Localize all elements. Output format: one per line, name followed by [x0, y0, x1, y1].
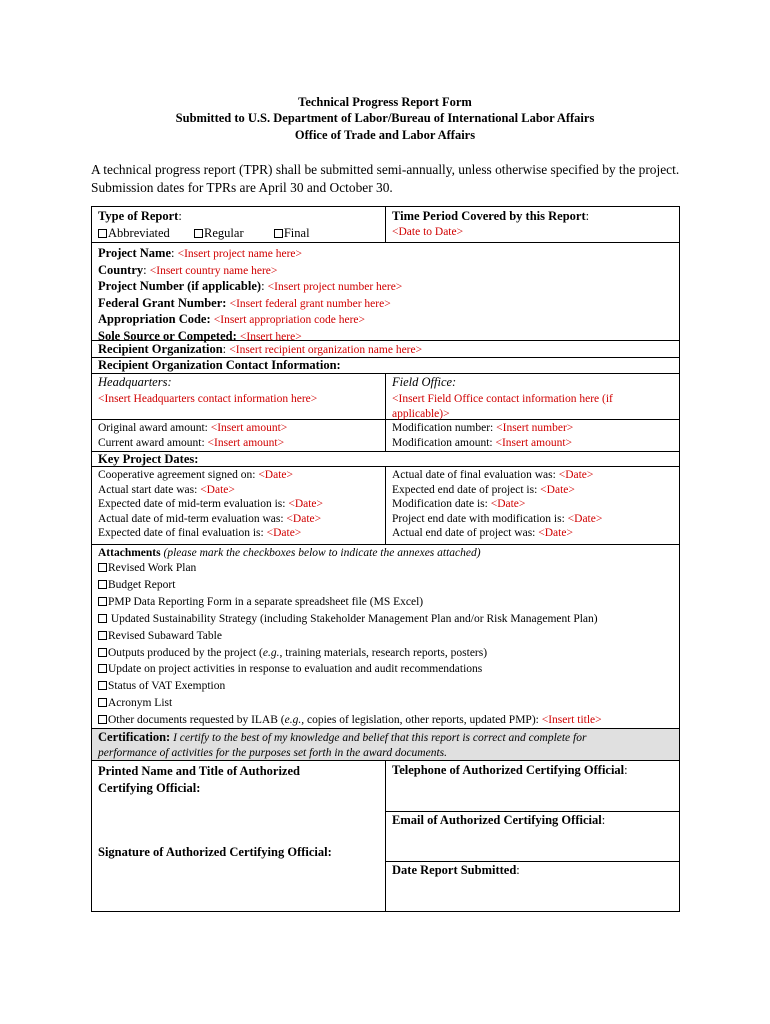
field-office-label: Field Office:	[392, 375, 457, 389]
attachment-item[interactable]: Acronym List	[98, 695, 679, 712]
email-field[interactable]: Email of Authorized Certifying Official:	[386, 811, 679, 862]
project-name-label: Project Name	[98, 246, 171, 260]
mod-amount-label: Modification amount:	[392, 436, 493, 449]
key-dates-heading: Key Project Dates:	[98, 452, 199, 466]
form-subtitle-agency: Submitted to U.S. Department of Labor/Bureau of International Labor Affairs	[175, 111, 595, 125]
mod-number-value[interactable]: <Insert number>	[496, 422, 574, 434]
current-award-value[interactable]: <Insert amount>	[207, 436, 285, 449]
key-date-item: Modification date is: <Date>	[392, 498, 526, 511]
attachment-item[interactable]: Budget Report	[98, 577, 679, 594]
checkbox-icon[interactable]	[98, 698, 107, 707]
attachment-item[interactable]: Updated Sustainability Strategy (including Stakeholder Management Plan and/or Risk Management Plan)	[98, 611, 679, 628]
project-info-row: Project Name: <Insert project name here> Country: <Insert country name here> Project Number (if applicable): <Insert project number here> Federal Grant Number: <Insert federal grant number here> Appropriation Code: <Insert appropriation code here> Sole Source or Competed: <Insert here>	[92, 243, 679, 341]
attachments-list	[98, 560, 679, 729]
appropriation-code-label: Appropriation Code:	[98, 312, 211, 327]
printed-name-label: Printed Name and Title of Authorized Certifying Official:	[98, 764, 300, 795]
date-value[interactable]: <Date>	[490, 498, 526, 511]
project-number-label: Project Number (if applicable)	[98, 279, 262, 294]
signature-row	[92, 761, 679, 911]
key-date-item: Actual end date of project was: <Date>	[392, 527, 573, 540]
recipient-org-value[interactable]: <Insert recipient organization name here>	[229, 344, 423, 356]
date-value[interactable]: <Date>	[258, 469, 293, 481]
award-row	[92, 420, 679, 452]
appropriation-code-value[interactable]: <Insert appropriation code here>	[213, 314, 365, 327]
project-number-value[interactable]: <Insert project number here>	[267, 281, 403, 294]
current-award-label: Current award amount:	[98, 436, 205, 449]
attachment-item[interactable]: Status of VAT Exemption	[98, 678, 679, 695]
attachment-item-other[interactable]: Other documents requested by ILAB (e.g., copies of legislation, other reports, updated PMP): <Insert title>	[98, 712, 679, 729]
other-documents-title[interactable]: <Insert title>	[541, 714, 602, 727]
intro-paragraph: A technical progress report (TPR) shall be submitted semi-annually, unless otherwise specified by the project. Submission dates for TPRs are April 30 and October 30.	[91, 162, 680, 195]
certification-text: I certify to the best of my knowledge and belief that this report is correct and complete for	[170, 732, 587, 744]
country-value[interactable]: <Insert country name here>	[149, 264, 278, 277]
headquarters-label: Headquarters:	[98, 375, 172, 389]
contact-row	[92, 374, 679, 420]
checkbox-icon[interactable]	[98, 648, 107, 657]
date-submitted-field[interactable]: Date Report Submitted:	[392, 863, 520, 877]
date-value[interactable]: <Date>	[288, 498, 324, 511]
recipient-org-label: Recipient Organization	[98, 342, 223, 356]
checkbox-regular[interactable]: Regular	[194, 226, 244, 240]
original-award-value[interactable]: <Insert amount>	[210, 422, 288, 434]
checkbox-icon[interactable]	[98, 664, 107, 673]
attachment-item[interactable]: PMP Data Reporting Form in a separate spreadsheet file (MS Excel)	[98, 594, 679, 611]
key-date-item: Expected end date of project is: <Date>	[392, 483, 575, 496]
mod-number-label: Modification number:	[392, 422, 494, 434]
attachment-item[interactable]: Revised Work Plan	[98, 560, 679, 577]
headquarters-value[interactable]: <Insert Headquarters contact information here>	[98, 393, 318, 405]
attachment-item[interactable]: Update on project activities in response to evaluation and audit recommendations	[98, 661, 679, 678]
key-date-item: Actual date of final evaluation was: <Date>	[392, 469, 594, 481]
attachments-note: (please mark the checkboxes below to indicate the annexes attached)	[163, 547, 481, 559]
attachment-item[interactable]: Revised Subaward Table	[98, 628, 679, 645]
key-date-item: Cooperative agreement signed on: <Date>	[98, 469, 293, 481]
checkbox-icon[interactable]	[98, 631, 107, 640]
report-type-label: Type of Report	[98, 209, 179, 223]
date-value[interactable]: <Date>	[286, 512, 322, 525]
key-date-item: Expected date of mid-term evaluation is: <Date>	[98, 498, 324, 511]
attachments-heading: Attachments	[98, 547, 161, 559]
report-type-row: Type of Report: Abbreviated Regular Final Time Period Covered by this Report: <Date to Date>	[92, 207, 679, 243]
field-office-value[interactable]: <Insert Field Office contact information here (if applicable)>	[392, 393, 613, 420]
certification-label: Certification:	[98, 730, 171, 744]
date-value[interactable]: <Date>	[567, 512, 603, 525]
federal-grant-value[interactable]: <Insert federal grant number here>	[229, 297, 391, 310]
report-form	[91, 206, 680, 912]
original-award-label: Original award amount:	[98, 422, 208, 434]
checkbox-icon[interactable]	[98, 229, 107, 238]
time-period-value[interactable]: <Date to Date>	[392, 226, 464, 238]
federal-grant-label: Federal Grant Number:	[98, 295, 227, 310]
form-subtitle-office: Office of Trade and Labor Affairs	[294, 128, 476, 142]
contact-heading-row	[92, 358, 679, 374]
key-date-item: Project end date with modification is: <Date>	[392, 512, 603, 525]
checkbox-final[interactable]: Final	[274, 226, 310, 240]
country-label: Country	[98, 262, 144, 277]
key-dates-heading-row	[92, 452, 679, 467]
time-period-label: Time Period Covered by this Report	[392, 209, 586, 223]
key-dates-row	[92, 467, 679, 545]
checkbox-icon[interactable]	[98, 580, 107, 589]
checkbox-icon[interactable]	[194, 229, 203, 238]
checkbox-icon[interactable]	[98, 715, 107, 724]
date-value[interactable]: <Date>	[266, 527, 302, 540]
certification-row: Certification: I certify to the best of my knowledge and belief that this report is correct and complete for performance of activities for the purposes set forth in the award documents.	[92, 729, 679, 761]
checkbox-icon[interactable]	[98, 597, 107, 606]
attachments-row	[92, 545, 679, 729]
date-value[interactable]: <Date>	[540, 483, 575, 496]
date-value[interactable]: <Date>	[200, 483, 235, 496]
sole-source-label: Sole Source or Competed:	[98, 328, 237, 343]
checkbox-icon[interactable]	[98, 681, 107, 690]
date-value[interactable]: <Date>	[558, 469, 594, 481]
checkbox-icon[interactable]	[98, 563, 107, 572]
checkbox-abbreviated[interactable]: Abbreviated	[98, 226, 170, 240]
project-name-value[interactable]: <Insert project name here>	[177, 248, 303, 260]
signature-label: Signature of Authorized Certifying Official:	[98, 845, 332, 859]
attachment-item-outputs[interactable]: Outputs produced by the project (e.g., training materials, research reports, posters)	[98, 645, 679, 662]
checkbox-icon[interactable]	[274, 229, 283, 238]
form-title: Technical Progress Report Form	[298, 95, 472, 109]
mod-amount-value[interactable]: <Insert amount>	[495, 436, 573, 449]
key-date-item: Actual start date was: <Date>	[98, 483, 235, 496]
date-value[interactable]: <Date>	[538, 527, 573, 540]
key-date-item: Actual date of mid-term evaluation was: <Date>	[98, 512, 322, 525]
key-date-item: Expected date of final evaluation is: <Date>	[98, 527, 302, 540]
contact-heading: Recipient Organization Contact Information:	[98, 358, 341, 372]
checkbox-icon[interactable]	[98, 614, 107, 623]
recipient-org-row: Recipient Organization: <Insert recipient organization name here>	[92, 341, 679, 358]
telephone-field[interactable]: Telephone of Authorized Certifying Official:	[386, 761, 679, 812]
sole-source-value[interactable]: <Insert here>	[239, 330, 302, 343]
